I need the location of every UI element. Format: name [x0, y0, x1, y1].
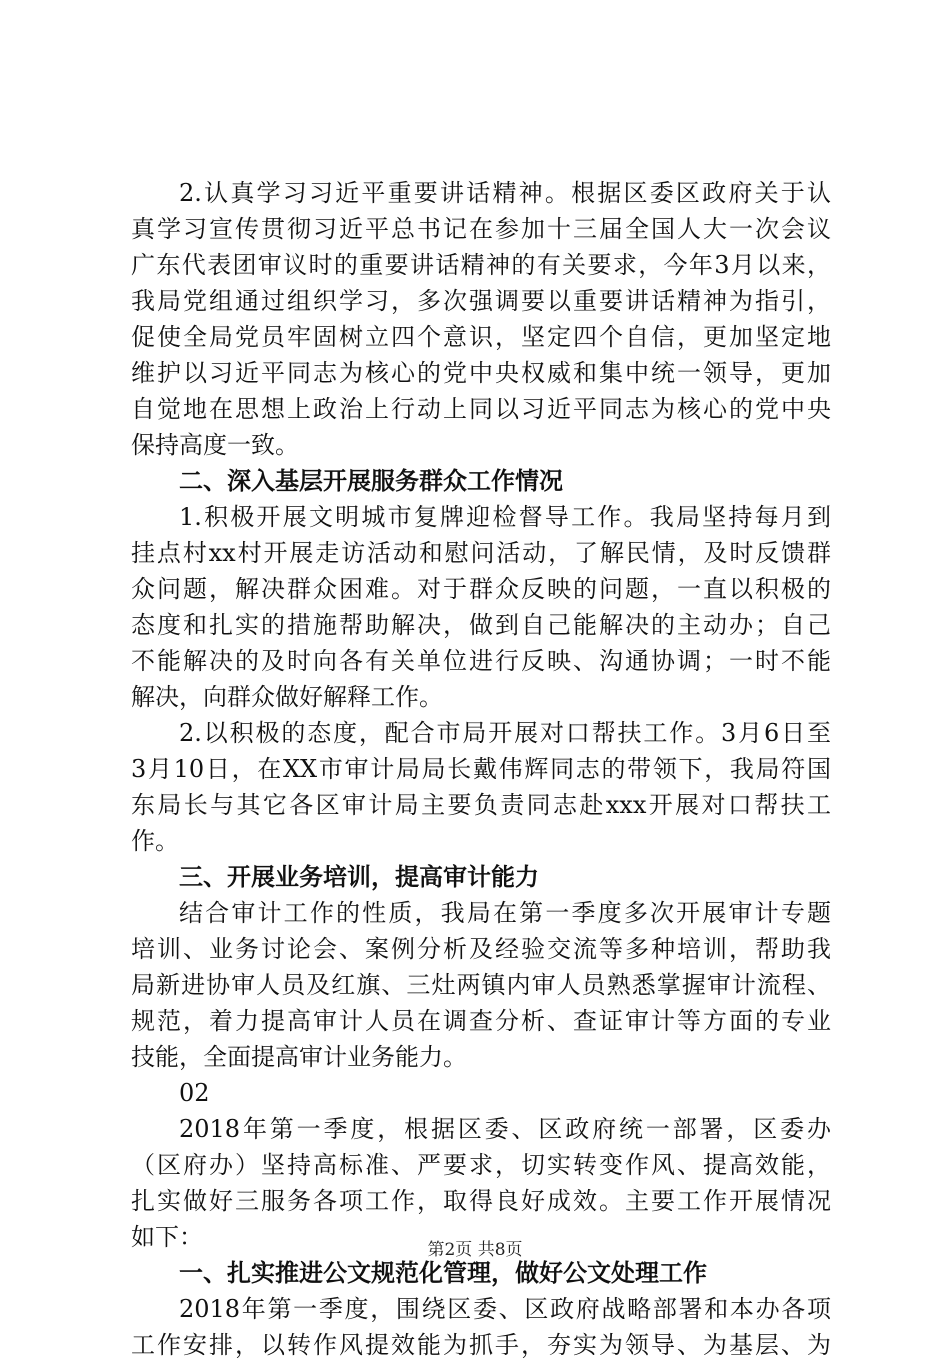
paragraph-last-line: 作。 — [131, 827, 179, 855]
body-line: 我局党组通过组织学习，多次强调要以重要讲话精神为指引， — [131, 287, 831, 315]
paragraph-first-line: 2.以积极的态度，配合市局开展对口帮扶工作。3月6日至 — [179, 719, 831, 747]
document-body — [131, 175, 831, 1363]
body-line: 自觉地在思想上政治上行动上同以习近平同志为核心的党中央 — [131, 395, 831, 423]
section-number: 02 — [179, 1079, 210, 1107]
body-line: 促使全局党员牢固树立四个意识，坚定四个自信，更加坚定地 — [131, 323, 831, 351]
section-heading: 一、扎实推进公文规范化管理，做好公文处理工作 — [179, 1259, 707, 1287]
body-line: 3月10日，在XX市审计局局长戴伟辉同志的带领下，我局符国 — [131, 755, 831, 783]
body-line: 众问题，解决群众困难。对于群众反映的问题，一直以积极的 — [131, 575, 831, 603]
body-line: 态度和扎实的措施帮助解决，做到自己能解决的主动办；自己 — [131, 611, 831, 639]
paragraph-first-line: 2018年第一季度，围绕区委、区政府战略部署和本办各项 — [179, 1295, 831, 1323]
paragraph-first-line: 1.积极开展文明城市复牌迎检督导工作。我局坚持每月到 — [179, 503, 831, 531]
body-line: 真学习宣传贯彻习近平总书记在参加十三届全国人大一次会议 — [131, 215, 831, 243]
paragraph-first-line: 2.认真学习习近平重要讲话精神。根据区委区政府关于认 — [179, 179, 831, 207]
paragraph-last-line: 如下： — [131, 1223, 203, 1251]
body-line: （区府办）坚持高标准、严要求，切实转变作风、提高效能， — [131, 1151, 831, 1179]
body-line: 广东代表团审议时的重要讲话精神的有关要求，今年3月以来， — [131, 251, 831, 279]
body-line: 工作安排，以转作风提效能为抓手，夯实为领导、为基层、为 — [131, 1331, 831, 1359]
body-line: 维护以习近平同志为核心的党中央权威和集中统一领导，更加 — [131, 359, 831, 387]
body-line: 不能解决的及时向各有关单位进行反映、沟通协调；一时不能 — [131, 647, 831, 675]
paragraph-last-line: 解决，向群众做好解释工作。 — [131, 683, 443, 711]
section-heading: 三、开展业务培训，提高审计能力 — [179, 863, 539, 891]
body-line: 扎实做好三服务各项工作，取得良好成效。主要工作开展情况 — [131, 1187, 831, 1215]
body-line: 局新进协审人员及红旗、三灶两镇内审人员熟悉掌握审计流程、 — [131, 971, 831, 999]
paragraph-last-line: 保持高度一致。 — [131, 431, 299, 459]
section-heading: 二、深入基层开展服务群众工作情况 — [179, 467, 563, 495]
paragraph-first-line: 结合审计工作的性质，我局在第一季度多次开展审计专题 — [179, 899, 831, 927]
paragraph-first-line: 2018年第一季度，根据区委、区政府统一部署，区委办 — [179, 1115, 831, 1143]
body-line: 培训、业务讨论会、案例分析及经验交流等多种培训，帮助我 — [131, 935, 831, 963]
paragraph-last-line: 技能，全面提高审计业务能力。 — [131, 1043, 467, 1071]
page-footer: 第2页 共8页 — [427, 1240, 523, 1260]
body-line: 东局长与其它各区审计局主要负责同志赴xxx开展对口帮扶工 — [131, 791, 831, 819]
body-line: 挂点村xx村开展走访活动和慰问活动，了解民情，及时反馈群 — [131, 539, 831, 567]
body-line: 规范，着力提高审计人员在调查分析、查证审计等方面的专业 — [131, 1007, 831, 1035]
